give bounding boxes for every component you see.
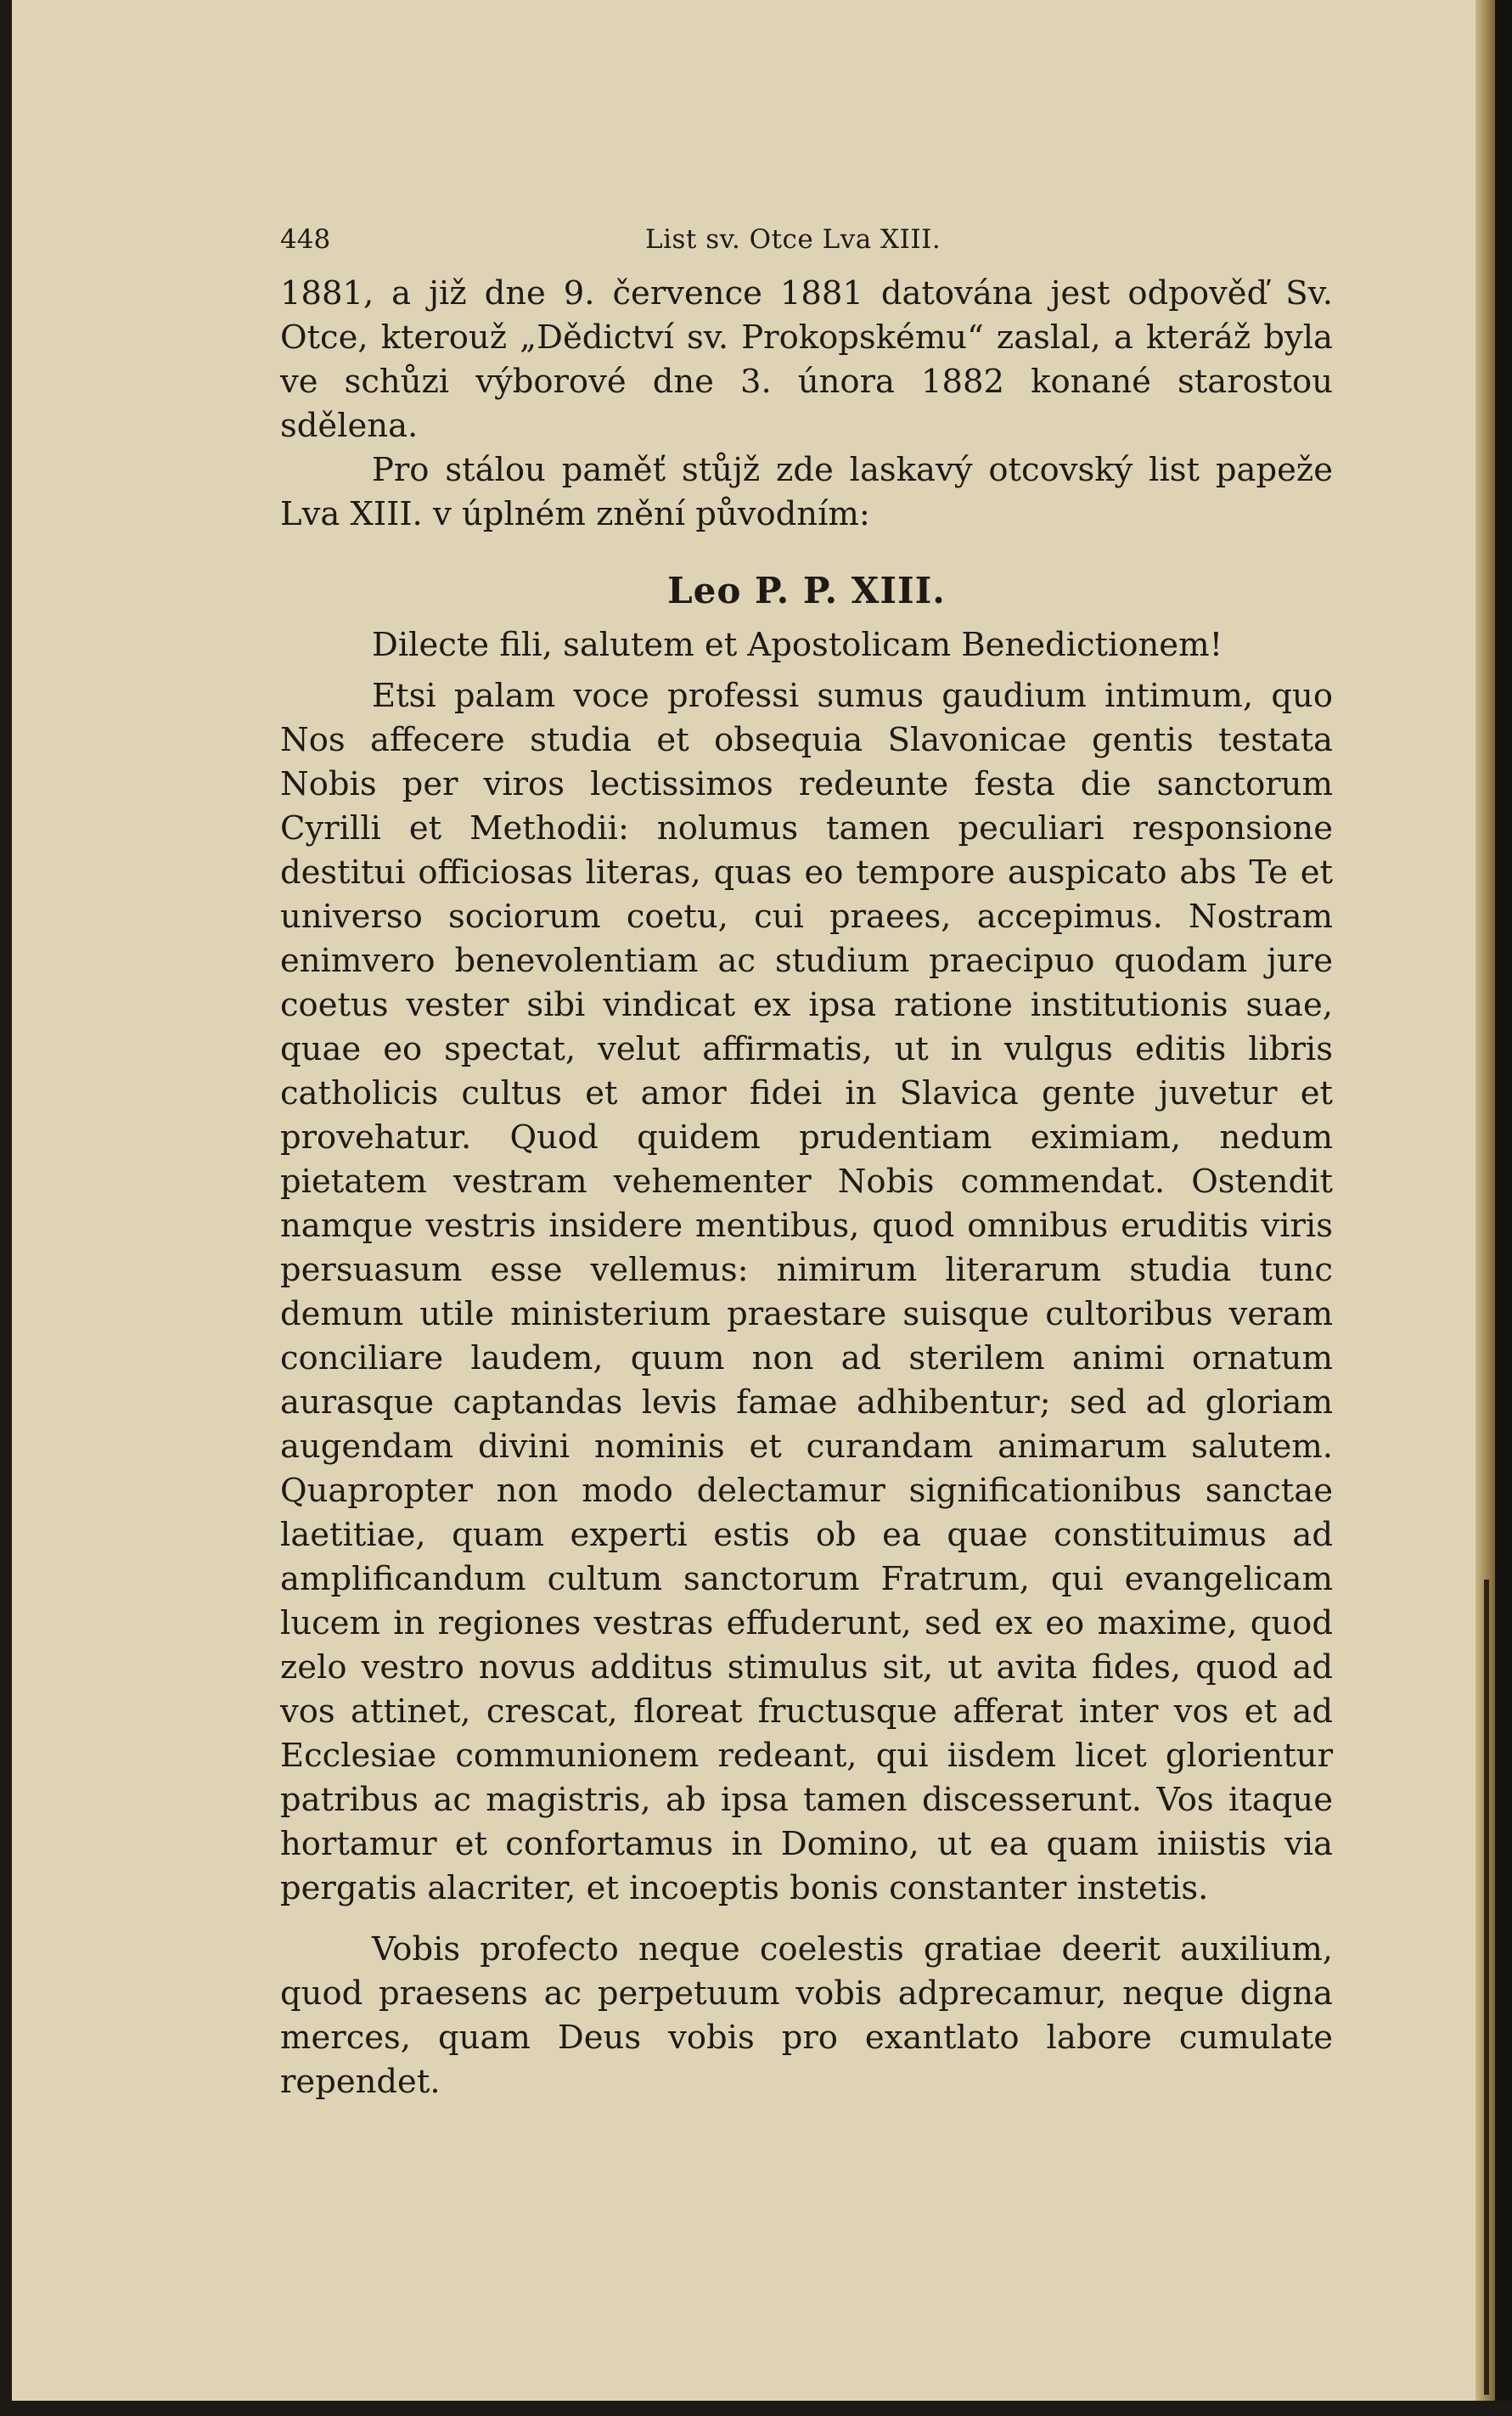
letter-salutation: Dilecte fili, salutem et Apostolicam Benedictionem! — [372, 626, 1223, 664]
page-paper — [12, 0, 1475, 2401]
scan-border-left — [0, 0, 12, 2416]
intro-paragraph-2: Pro stálou paměť stůjž zde laskavý otcovský list papeže Lva XIII. v úplném znění původním: — [280, 451, 1333, 533]
page-number: 448 — [280, 224, 331, 255]
scan-border-right — [1495, 0, 1512, 2416]
running-head-title: List sv. Otce Lva XIII. — [645, 224, 941, 255]
text-block — [280, 221, 1333, 2104]
running-head — [280, 221, 1333, 272]
letter-body-paragraph-2: Vobis profecto neque coelestis gratiae deerit auxilium, quod praesens ac perpetuum vobis adprecamur, neque digna merces, quam Deus vobis pro exantlato labore cumulate rependet. — [280, 1930, 1333, 2101]
letter-body-paragraph-1: Etsi palam voce professi sumus gaudium intimum, quo Nos affecere studia et obsequia Slavonicae gentis testata Nobis per viros lectissimos redeunte festa die sanctorum Cyrilli et Methodii: nolumus tamen peculiari responsione destitui officiosas literas, quas eo tempore auspicato abs Te et universo sociorum coetu, cui praees, accepimus. Nostram enimvero benevolentiam ac studium praecipuo quodam jure coetus vester sibi vindicat ex ipsa ratione institutionis suae, quae eo spectat, velut affirmatis, ut in vulgus editis libris catholicis cultus et amor fidei in Slavica gente juvetur et provehatur. Quod quidem prudentiam eximiam, nedum pietatem vestram vehementer Nobis commendat. Ostendit namque vestris insidere mentibus, quod omnibus eruditis viris persuasum esse vellemus: nimirum literarum studia tunc demum utile ministerium praestare suisque cultoribus veram conciliare laudem, quum non ad sterilem animi ornatum aurasque captandas levis famae adhibentur; sed ad gloriam augendam divini nominis et curandam animarum salutem. Quapropter non modo delectamur significationibus sanctae laetitiae, quam experti estis ob ea quae constituimus ad amplificandum cultum sanctorum Fratrum, qui evangelicam lucem in regiones vestras effuderunt, sed ex eo maxime, quod zelo vestro novus additus stimulus sit, ut avita fides, quod ad vos attinet, crescat, floreat fructusque afferat inter vos et ad Ecclesiae communionem redeant, qui iisdem licet glorientur patribus ac magistris, ab ipsa tamen discesserunt. Vos itaque hortamur et confortamus in Domino, ut ea quam iniistis via pergatis alacriter, et incoeptis bonis constanter instetis. — [280, 677, 1333, 1907]
scan-border-bottom — [0, 2401, 1512, 2416]
spine-shadow-line — [1484, 1580, 1489, 2395]
intro-paragraph-1: 1881, a již dne 9. července 1881 datována jest odpověď Sv. Otce, kterouž „Dědictví sv. Prokopskému“ zaslal, a kteráž byla ve schůzi výborové dne 3. února 1882 konané starostou sdělena. — [280, 274, 1333, 445]
letter-heading: Leo P. P. XIII. — [667, 570, 946, 611]
